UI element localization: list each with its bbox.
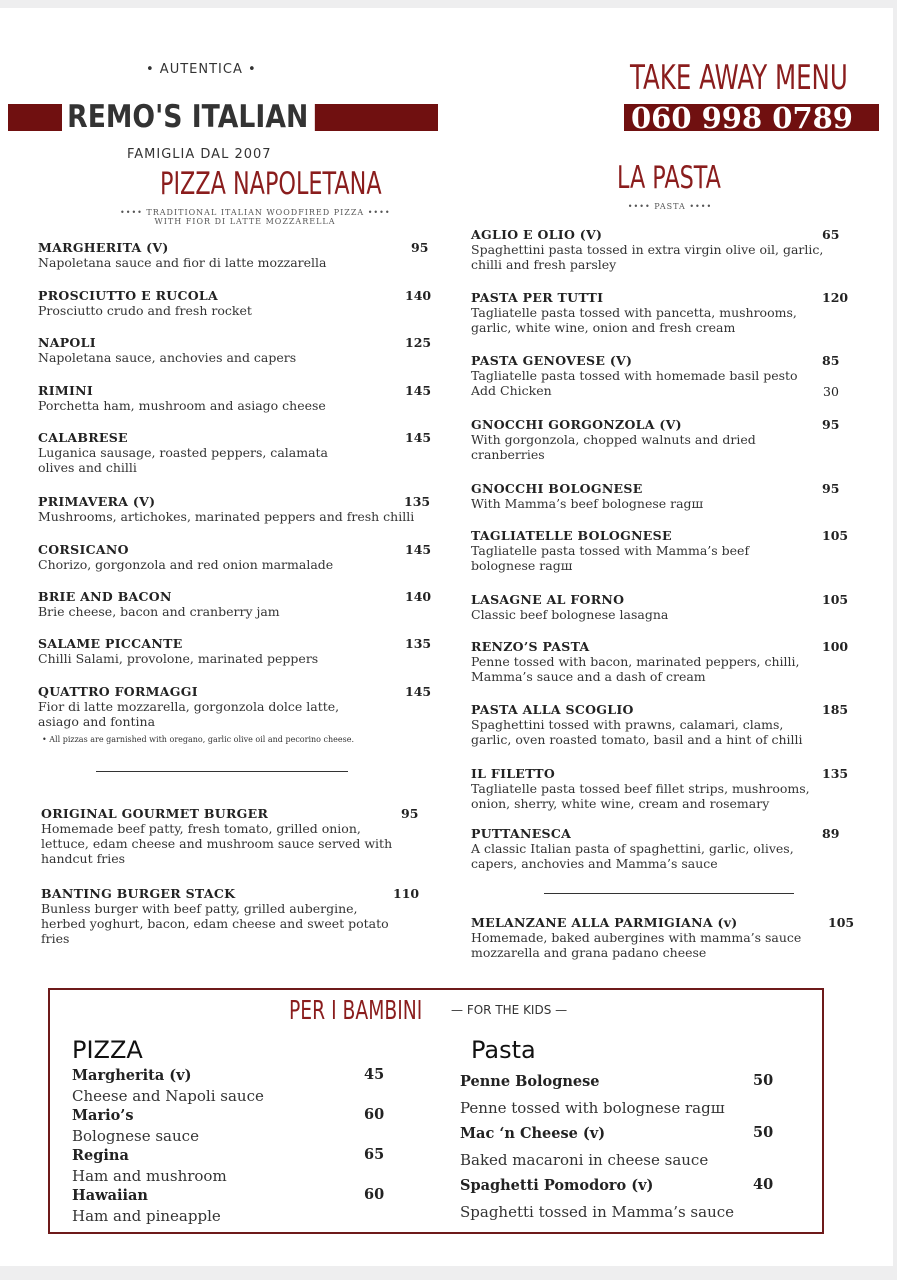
item-name: CORSICANO bbox=[38, 542, 129, 557]
item-description: Mushrooms, artichokes, marinated peppers and fresh chilli bbox=[38, 509, 415, 524]
kids-pasta-item bbox=[460, 1176, 734, 1222]
item-description: Penne tossed with bacon, marinated peppers, chilli, bbox=[471, 654, 800, 669]
kids-pizza-item bbox=[72, 1106, 199, 1146]
item-name: GNOCCHI BOLOGNESE bbox=[471, 481, 643, 496]
item-description: handcut fries bbox=[41, 851, 126, 866]
item-description: With Mamma’s beef bolognese ragш bbox=[471, 496, 704, 511]
item-description: With gorgonzola, chopped walnuts and dried bbox=[471, 432, 756, 447]
item-price: 95 bbox=[411, 240, 429, 255]
pizza-subtitle bbox=[120, 208, 391, 226]
item-extra-price: 30 bbox=[823, 384, 839, 399]
kids-pizza-item bbox=[72, 1186, 221, 1226]
takeaway-title: TAKE AWAY MENU bbox=[630, 58, 848, 98]
menu-item bbox=[471, 227, 823, 272]
menu-item bbox=[38, 542, 333, 572]
item-name: QUATTRO FORMAGGI bbox=[38, 684, 198, 699]
item-name: CALABRESE bbox=[38, 430, 128, 445]
item-price: 135 bbox=[404, 494, 431, 509]
kids-item-description: Cheese and Napoli sauce bbox=[72, 1087, 264, 1105]
kids-item-name: Margherita (v) bbox=[72, 1067, 192, 1084]
menu-item bbox=[38, 335, 296, 365]
kids-item-name: Hawaiian bbox=[72, 1187, 148, 1204]
item-description: lettuce, edam cheese and mushroom sauce served with bbox=[41, 836, 393, 851]
menu-item bbox=[471, 417, 756, 462]
menu-item bbox=[471, 528, 749, 573]
item-description: Brie cheese, bacon and cranberry jam bbox=[38, 604, 280, 619]
item-description: olives and chilli bbox=[38, 460, 137, 475]
menu-item bbox=[471, 915, 801, 960]
item-description: garlic, oven roasted tomato, basil and a hint of chilli bbox=[471, 732, 803, 747]
autentica-label: • AUTENTICA • bbox=[146, 62, 257, 77]
item-description: asiago and fontina bbox=[38, 714, 156, 729]
item-name: SALAME PICCANTE bbox=[38, 636, 183, 651]
kids-pasta-item bbox=[460, 1072, 725, 1118]
item-name: PUTTANESCA bbox=[471, 826, 572, 841]
item-price: 120 bbox=[822, 290, 849, 305]
menu-item bbox=[471, 639, 800, 684]
kids-title: PER I BAMBINI bbox=[289, 996, 423, 1026]
kids-item-description: Spaghetti tossed in Mamma’s sauce bbox=[460, 1203, 735, 1221]
kids-item-name: Mac ‘n Cheese (v) bbox=[460, 1125, 606, 1142]
item-name: MARGHERITA (V) bbox=[38, 240, 169, 255]
item-price: 125 bbox=[405, 335, 432, 350]
item-description: fries bbox=[41, 931, 70, 946]
item-price: 95 bbox=[822, 481, 840, 496]
item-price: 105 bbox=[828, 915, 855, 930]
kids-item-name: Mario’s bbox=[72, 1107, 134, 1124]
pasta-section-title: LA PASTA bbox=[617, 160, 721, 196]
item-name: GNOCCHI GORGONZOLA (V) bbox=[471, 417, 682, 432]
item-description: onion, sherry, white wine, cream and rosemary bbox=[471, 796, 770, 811]
item-description: Chorizo, gorgonzola and red onion marmalade bbox=[38, 557, 334, 572]
menu-item bbox=[38, 430, 328, 475]
item-description: Spaghettini pasta tossed in extra virgin olive oil, garlic, bbox=[471, 242, 824, 257]
item-price: 185 bbox=[822, 702, 849, 717]
kids-item-name: Penne Bolognese bbox=[460, 1073, 600, 1090]
kids-item-price: 65 bbox=[364, 1146, 385, 1163]
kids-item-description: Ham and mushroom bbox=[72, 1167, 227, 1185]
menu-item bbox=[38, 684, 339, 729]
menu-item bbox=[38, 636, 318, 666]
item-name: MELANZANE ALLA PARMIGIANA (v) bbox=[471, 915, 738, 930]
phone-number: 060 998 0789 bbox=[631, 101, 853, 135]
item-price: 95 bbox=[822, 417, 840, 432]
item-description: bolognese ragш bbox=[471, 558, 573, 573]
item-description: Mamma’s sauce and a dash of cream bbox=[471, 669, 706, 684]
menu-item bbox=[471, 353, 798, 398]
item-description: Homemade beef patty, fresh tomato, grilled onion, bbox=[41, 821, 361, 836]
item-name: LASAGNE AL FORNO bbox=[471, 592, 625, 607]
item-price: 85 bbox=[822, 353, 840, 368]
kids-pizza-item bbox=[72, 1146, 227, 1186]
item-price: 140 bbox=[405, 288, 432, 303]
kids-item-price: 40 bbox=[753, 1176, 774, 1193]
kids-item-name: Spaghetti Pomodoro (v) bbox=[460, 1177, 654, 1194]
item-description: chilli and fresh parsley bbox=[471, 257, 617, 272]
pizza-note: • All pizzas are garnished with oregano, garlic olive oil and pecorino cheese. bbox=[42, 735, 354, 744]
famiglia-label: FAMIGLIA DAL 2007 bbox=[127, 147, 272, 162]
menu-item bbox=[38, 240, 327, 270]
menu-item bbox=[471, 826, 794, 871]
kids-item-price: 60 bbox=[364, 1186, 385, 1203]
pizza-section-title: PIZZA NAPOLETANA bbox=[160, 166, 382, 202]
menu-item bbox=[38, 288, 252, 318]
kids-item-price: 60 bbox=[364, 1106, 385, 1123]
item-name: RIMINI bbox=[38, 383, 93, 398]
item-description: A classic Italian pasta of spaghettini, garlic, olives, bbox=[471, 841, 794, 856]
menu-item bbox=[471, 592, 668, 622]
item-description: cranberries bbox=[471, 447, 545, 462]
menu-item bbox=[471, 481, 703, 511]
item-name: PRIMAVERA (V) bbox=[38, 494, 156, 509]
item-price: 105 bbox=[822, 592, 849, 607]
item-description: Bunless burger with beef patty, grilled aubergine, bbox=[41, 901, 358, 916]
kids-item-price: 45 bbox=[364, 1066, 385, 1083]
item-description: garlic, white wine, onion and fresh cream bbox=[471, 320, 736, 335]
item-price: 135 bbox=[822, 766, 849, 781]
pizza-subtitle-line2: WITH FIOR DI LATTE MOZZARELLA bbox=[154, 217, 336, 226]
menu-item bbox=[41, 886, 389, 946]
item-description: Add Chicken bbox=[471, 383, 552, 398]
kids-item-name: Regina bbox=[72, 1147, 129, 1164]
kids-item-description: Bolognese sauce bbox=[72, 1127, 199, 1145]
item-description: Luganica sausage, roasted peppers, calamata bbox=[38, 445, 328, 460]
item-description: Napoletana sauce, anchovies and capers bbox=[38, 350, 297, 365]
item-price: 145 bbox=[405, 383, 432, 398]
item-description: Chilli Salami, provolone, marinated peppers bbox=[38, 651, 319, 666]
item-price: 135 bbox=[405, 636, 432, 651]
item-description: capers, anchovies and Mamma’s sauce bbox=[471, 856, 718, 871]
item-name: ORIGINAL GOURMET BURGER bbox=[41, 806, 269, 821]
item-description: Prosciutto crudo and fresh rocket bbox=[38, 303, 252, 318]
kids-subtitle: — FOR THE KIDS — bbox=[451, 1003, 568, 1017]
item-name: AGLIO E OLIO (V) bbox=[471, 227, 603, 242]
kids-item-description: Penne tossed with bolognese ragш bbox=[460, 1099, 725, 1117]
item-price: 100 bbox=[822, 639, 849, 654]
kids-item-price: 50 bbox=[753, 1072, 774, 1089]
item-price: 140 bbox=[405, 589, 432, 604]
item-name: PASTA ALLA SCOGLIO bbox=[471, 702, 634, 717]
item-name: TAGLIATELLE BOLOGNESE bbox=[471, 528, 672, 543]
item-name: PROSCIUTTO E RUCOLA bbox=[38, 288, 218, 303]
item-price: 95 bbox=[401, 806, 419, 821]
item-description: Tagliatelle pasta tossed with homemade basil pesto bbox=[471, 368, 798, 383]
kids-pizza-item bbox=[72, 1066, 264, 1106]
pizza-subtitle-line1: •••• TRADITIONAL ITALIAN WOODFIRED PIZZA •••• bbox=[120, 208, 391, 217]
menu-item bbox=[41, 806, 392, 866]
kids-pizza-heading: PIZZA bbox=[72, 1036, 143, 1064]
kids-pasta-item bbox=[460, 1124, 708, 1170]
kids-pasta-heading: Pasta bbox=[471, 1036, 536, 1064]
item-description: Homemade, baked aubergines with mamma’s sauce bbox=[471, 930, 802, 945]
pasta-subtitle: •••• PASTA •••• bbox=[627, 202, 713, 211]
item-name: PASTA GENOVESE (V) bbox=[471, 353, 633, 368]
menu-item bbox=[38, 494, 414, 524]
item-name: BRIE AND BACON bbox=[38, 589, 172, 604]
item-description: herbed yoghurt, bacon, edam cheese and sweet potato bbox=[41, 916, 389, 931]
pizza-divider bbox=[96, 771, 348, 772]
item-description: Tagliatelle pasta tossed with Mamma’s beef bbox=[471, 543, 750, 558]
item-description: Napoletana sauce and fior di latte mozzarella bbox=[38, 255, 327, 270]
pasta-divider bbox=[544, 893, 794, 894]
item-price: 145 bbox=[405, 430, 432, 445]
item-description: Fior di latte mozzarella, gorgonzola dolce latte, bbox=[38, 699, 340, 714]
item-description: Porchetta ham, mushroom and asiago cheese bbox=[38, 398, 326, 413]
item-price: 89 bbox=[822, 826, 840, 841]
menu-item bbox=[471, 290, 797, 335]
menu-item bbox=[38, 589, 280, 619]
item-description: mozzarella and grana padano cheese bbox=[471, 945, 707, 960]
item-price: 110 bbox=[393, 886, 420, 901]
item-price: 145 bbox=[405, 542, 432, 557]
item-description: Spaghettini tossed with prawns, calamari, clams, bbox=[471, 717, 784, 732]
item-name: BANTING BURGER STACK bbox=[41, 886, 236, 901]
menu-item bbox=[471, 702, 803, 747]
menu-item bbox=[471, 766, 810, 811]
menu-item bbox=[38, 383, 326, 413]
item-price: 105 bbox=[822, 528, 849, 543]
item-name: RENZO’S PASTA bbox=[471, 639, 590, 654]
item-name: NAPOLI bbox=[38, 335, 96, 350]
item-name: PASTA PER TUTTI bbox=[471, 290, 604, 305]
item-description: Classic beef bolognese lasagna bbox=[471, 607, 669, 622]
item-name: IL FILETTO bbox=[471, 766, 556, 781]
item-description: Tagliatelle pasta tossed beef fillet strips, mushrooms, bbox=[471, 781, 810, 796]
kids-item-price: 50 bbox=[753, 1124, 774, 1141]
item-description: Tagliatelle pasta tossed with pancetta, mushrooms, bbox=[471, 305, 797, 320]
kids-item-description: Ham and pineapple bbox=[72, 1207, 221, 1225]
item-price: 145 bbox=[405, 684, 432, 699]
brand-name: REMO'S ITALIAN bbox=[62, 96, 315, 139]
kids-item-description: Baked macaroni in cheese sauce bbox=[460, 1151, 709, 1169]
item-price: 65 bbox=[822, 227, 840, 242]
